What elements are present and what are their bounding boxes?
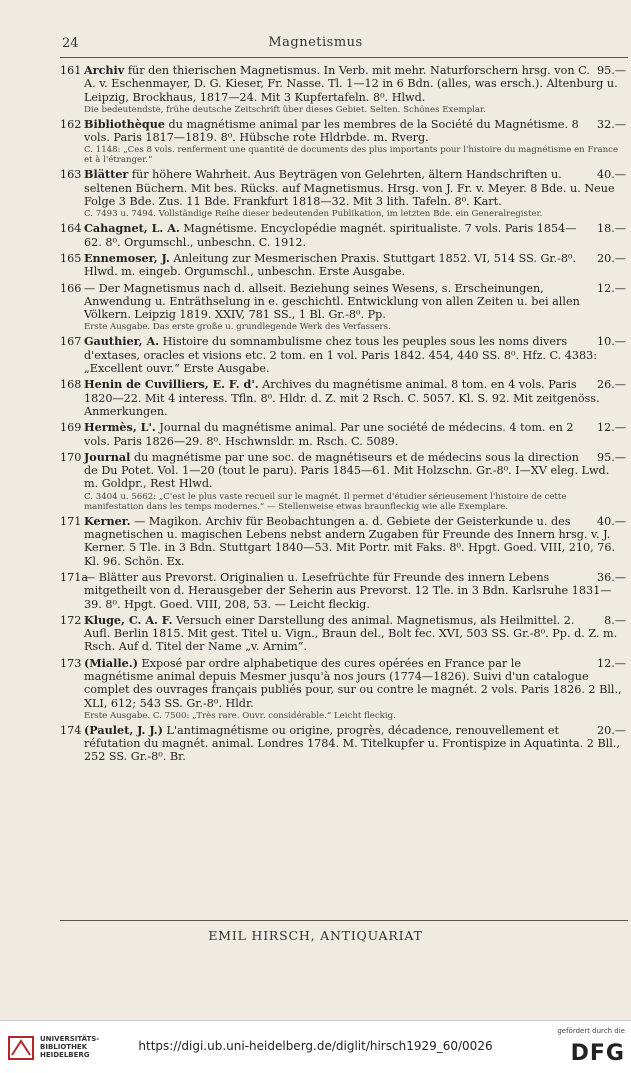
entry-text: Exposé par ordre alphabetique des cures opérées en France par le magnétisme animal depuis Mesmer jusqu'à nos jours (1774—1826). Suivi d'un catalogue complet des ouvrages français publiés pour, sur ou contre le magnét. 2 vols. Paris 1826. 2 Bll., XLI, 612; 543 SS. Gr.-8⁰. Hldr. bbox=[84, 656, 622, 710]
entry-price: 40.— bbox=[597, 168, 626, 182]
entry-price: 36.— bbox=[597, 570, 626, 584]
entry-text: Histoire du somnambulisme chez tous les peuples sous les noms divers d'extases, oracles et visions etc. 2 tom. en 1 vol. Paris 1842. 454, 440 SS. 8⁰. Hfz. C. 4383: „Excellent ouvr.“ Erste Ausgabe. bbox=[84, 335, 597, 376]
entry-number: 172 bbox=[60, 613, 82, 627]
entry-text: — Blätter aus Prevorst. Originalien u. Lesefrüchte für Freunde des innern Lebens mitgetheilt von d. Herausgeber der Seherin aus Prevorst. 12 Tle. in 3 Bdn. Karlsruhe 1831—39. 8⁰. Hpgt. Goed. VIII, 208, 53. — Leicht fleckig. bbox=[84, 570, 612, 611]
entry-text: Journal du magnétisme animal. Par une société de médecins. 4 tom. en 2 vols. Paris 1826—29. 8⁰. Hschwnsldr. m. Rsch. C. 5089. bbox=[84, 421, 574, 448]
entry-text: Versuch einer Darstellung des animal. Magnetismus, als Heilmittel. 2. Aufl. Berlin 1815. Mit gest. Titel u. Vign., Braun del., Bolt fec. XVI, 503 SS. Gr.-8⁰. Pp. d. Z. m. Rsch. Auf d. Titel der Name „v. Arnim“. bbox=[84, 613, 618, 654]
catalog-entry bbox=[60, 282, 626, 333]
entry-title: (Paulet, J. J.) bbox=[84, 722, 163, 737]
catalog-entry bbox=[60, 168, 626, 219]
entry-price: 20.— bbox=[597, 723, 626, 737]
entry-text: L'antimagnétisme ou origine, progrès, décadence, renouvellement et réfutation du magnét. animal. Londres 1784. M. Titelkupfer u. Frontispize in Aquatinta. 2 Bll., 252 SS. Gr.-8⁰. Br. bbox=[84, 723, 620, 764]
entry-text: Magnétisme. Encyclopédie magnét. spiritualiste. 7 vols. Paris 1854—62. 8⁰. Orgumschl., unbeschn. C. 1912. bbox=[84, 222, 577, 249]
entry-price: 32.— bbox=[597, 117, 626, 131]
entry-number: 167 bbox=[60, 335, 82, 349]
running-title: Magnetismus bbox=[268, 35, 363, 50]
entry-number: 171a bbox=[60, 570, 89, 584]
viewer-bottom-bar bbox=[0, 1020, 631, 1073]
entry-title: Cahagnet, L. A. bbox=[84, 221, 180, 236]
entry-number: 174 bbox=[60, 723, 82, 737]
library-name-line: HEIDELBERG bbox=[40, 1051, 90, 1059]
entry-price: 95.— bbox=[597, 450, 626, 464]
entry-number: 173 bbox=[60, 656, 82, 670]
entry-price: 8.— bbox=[604, 613, 626, 627]
catalog-entry bbox=[60, 614, 626, 654]
entry-note: C. 3404 u. 5662: „C'est le plus vaste recueil sur le magnét. Il permet d'étudier sérieusement l'histoire de cette manifestation dans les temps modernes.“ — Stellenweise etwas braunfleckig wie alle Exemplare. bbox=[84, 491, 567, 512]
entry-price: 18.— bbox=[597, 222, 626, 236]
entry-price: 40.— bbox=[597, 514, 626, 528]
entry-note: Die bedeutendste, frühe deutsche Zeitschrift über dieses Gebiet. Selten. Schönes Exemplar. bbox=[84, 104, 486, 115]
entry-title: Archiv bbox=[84, 63, 125, 77]
permalink-url[interactable]: https://digi.ub.uni-heidelberg.de/diglit/hirsch1929_60/0026 bbox=[138, 1039, 493, 1053]
entry-text: für den thierischen Magnetismus. In Verb. mit mehr. Naturforschern hrsg. von C. A. v. Eschenmayer, D. G. Kieser, Fr. Nasse. Tl. 1—12 in 6 Bdn. (alles, was ersch.). Altenburg u. Leipzig, Brockhaus, 1817—24. Mit 3 Kupfertafeln. 8⁰. Hlwd. bbox=[84, 64, 618, 104]
catalog-entry bbox=[60, 515, 626, 568]
entry-text: für höhere Wahrheit. Aus Beyträgen von Gelehrten, ältern Handschriften u. seltenen Büchern. Mit bes. Rücks. auf Magnetismus. Hrsg. von J. Fr. v. Meyer. 8 Bde. u. Neue Folge 3 Bde. Zus. 11 Bde. Frankfurt 1818—32. Mit 3 lith. Tafeln. 8⁰. Kart. bbox=[84, 168, 615, 209]
entry-title: Gauthier, A. bbox=[84, 334, 160, 349]
entry-title: Journal bbox=[84, 449, 131, 464]
catalog-entry bbox=[60, 252, 626, 279]
entry-text: — Magikon. Archiv für Beobachtungen a. d. Gebiete der Geisterkunde u. des magnetischen u. magischen Lebens nebst andern Zugaben für Freunde des Innern hrsg. v. J. Kerner. 5 Tle. in 3 Bdn. Stuttgart 1840—53. Mit Portr. mit Faks. 8⁰. Hpgt. Goed. VIII, 210, 76. Kl. 96. Schön. Ex. bbox=[84, 514, 616, 568]
entry-text: du magnétisme par une soc. de magnétiseurs et de médecins sous la direction de Du Potet. Vol. 1—20 (tout le paru). Paris 1845—61. Mit Holzschn. Gr.-8⁰. I—XV eleg. Lwd. m. Goldpr., Rest Hlwd. bbox=[84, 450, 610, 491]
catalog-entry bbox=[60, 335, 626, 375]
page-header bbox=[0, 34, 631, 54]
catalog-entry bbox=[60, 64, 626, 115]
catalog-entry bbox=[60, 451, 626, 512]
entry-title: Ennemoser, J. bbox=[84, 250, 170, 265]
entry-price: 26.— bbox=[597, 378, 626, 392]
page-number: 24 bbox=[62, 36, 79, 51]
entry-price: 12.— bbox=[597, 421, 626, 435]
entry-number: 166 bbox=[60, 281, 82, 295]
entry-text: — Der Magnetismus nach d. allseit. Beziehung seines Wesens, s. Erscheinungen, Anwendung u. Enträthselung in e. geschichtl. Entwicklung von allen Zeiten u. bei allen Völkern. Leipzig 1819. XXIV, 781 SS., 1 Bl. Gr.-8⁰. Pp. bbox=[84, 281, 580, 322]
library-name-line: UNIVERSITÄTS- bbox=[40, 1035, 100, 1043]
entry-title: (Mialle.) bbox=[84, 655, 138, 670]
entry-price: 12.— bbox=[597, 656, 626, 670]
catalog-entry bbox=[60, 724, 626, 764]
entry-title: Kerner. bbox=[84, 513, 131, 528]
entry-text: du magnétisme animal par les membres de la Société du Magnétisme. 8 vols. Paris 1817—1819. 8⁰. Hübsche rote Hldrbde. m. Rverg. bbox=[84, 117, 579, 145]
entry-note: Erste Ausgabe. C. 7500: „Très rare. Ouvr. considérable.“ Leicht fleckig. bbox=[84, 710, 396, 721]
entry-text: Anleitung zur Mesmerischen Praxis. Stuttgart 1852. VI, 514 SS. Gr.-8⁰. Hlwd. m. eingeb. Orgumschl., unbeschn. Erste Ausgabe. bbox=[84, 251, 577, 279]
entry-number: 162 bbox=[60, 117, 82, 131]
entry-number: 171 bbox=[60, 514, 82, 528]
catalog-entry bbox=[60, 571, 626, 611]
publisher-footer: EMIL HIRSCH, ANTIQUARIAT bbox=[208, 928, 423, 943]
entry-title: Bibliothèque bbox=[84, 116, 165, 131]
entry-text: Archives du magnétisme animal. 8 tom. en 4 vols. Paris 1820—22. Mit 4 interess. Tfln. 8⁰. Hldr. d. Z. mit 2 Rsch. C. 5057. Kl. S. 92. Mit zeitgenöss. Anmerkungen. bbox=[84, 378, 600, 418]
entry-note: Erste Ausgabe. Das erste große u. grundlegende Werk des Verfassers. bbox=[84, 322, 391, 333]
entry-number: 169 bbox=[60, 421, 82, 435]
entry-title: Kluge, C. A. F. bbox=[84, 612, 173, 627]
entry-price: 95.— bbox=[597, 64, 626, 77]
catalog-entry bbox=[60, 378, 626, 418]
funded-by-text: gefördert durch die bbox=[557, 1027, 625, 1035]
entry-number: 163 bbox=[60, 168, 82, 182]
entry-price: 10.— bbox=[597, 335, 626, 349]
catalog-entry bbox=[60, 657, 626, 721]
entry-number: 161 bbox=[60, 64, 82, 77]
entry-number: 170 bbox=[60, 450, 82, 464]
entry-title: Henin de Cuvilliers, E. F. d'. bbox=[84, 377, 259, 392]
library-name-line: BIBLIOTHEK bbox=[40, 1043, 88, 1051]
entry-note: C. 1148: „Ces 8 vols. renferment une quantité de documents des plus importants pour l'histoire du magnétisme en France et à l'étranger.“ bbox=[84, 145, 619, 166]
entry-number: 165 bbox=[60, 251, 82, 265]
catalog-entry bbox=[60, 421, 626, 448]
entry-number: 164 bbox=[60, 222, 82, 236]
catalog-entry bbox=[60, 222, 626, 249]
entry-list bbox=[60, 64, 626, 767]
entry-title: Blätter bbox=[84, 167, 129, 182]
header-rule bbox=[60, 57, 628, 58]
entry-price: 20.— bbox=[597, 251, 626, 265]
entry-price: 12.— bbox=[597, 281, 626, 295]
entry-number: 168 bbox=[60, 378, 82, 392]
catalog-entry bbox=[60, 118, 626, 166]
entry-title: Hermès, L'. bbox=[84, 420, 156, 435]
entry-note: C. 7493 u. 7494. Vollständige Reihe dieser bedeutenden Publikation, im letzten Bde. ein Generalregister. bbox=[84, 209, 543, 220]
footer-rule bbox=[60, 920, 628, 921]
dfg-logo: DFG bbox=[570, 1041, 625, 1066]
